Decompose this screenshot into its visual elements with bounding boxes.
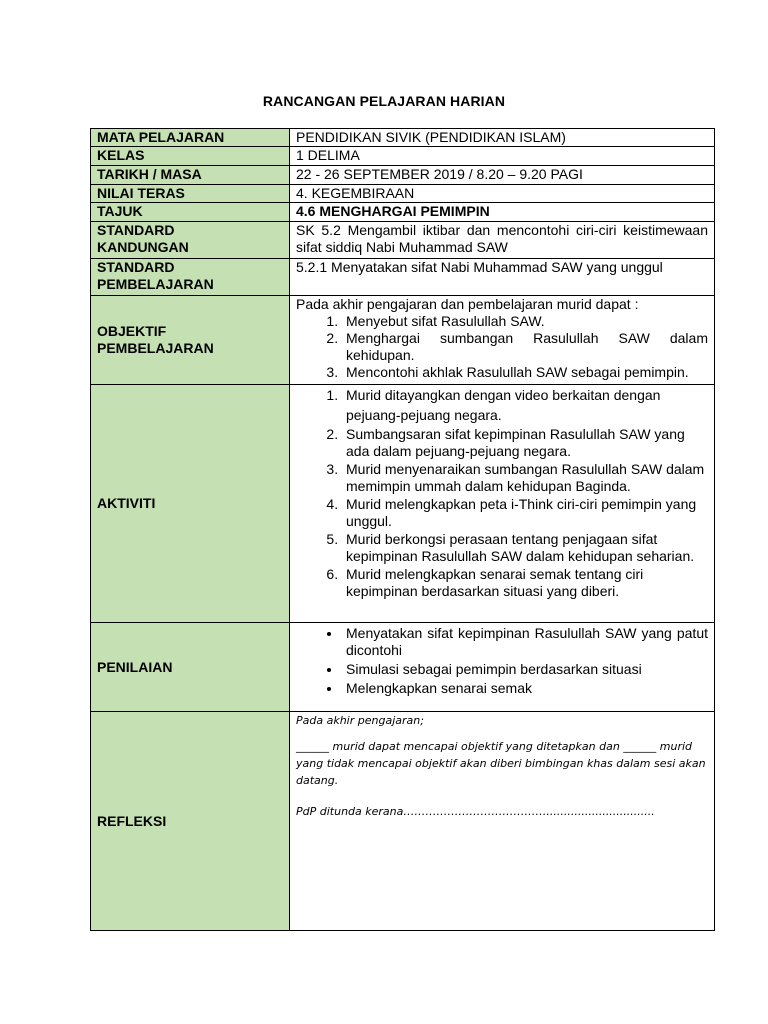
value-tarikh: 22 - 26 SEPTEMBER 2019 / 8.20 – 9.20 PAGI (290, 166, 715, 185)
objektif-list (296, 313, 708, 381)
list-item: 5. Murid berkongsi perasaan tentang penjagaan sifat kepimpinan Rasulullah SAW dalam kehidupan seharian. (342, 531, 708, 565)
label-standard-pembelajaran (91, 259, 290, 296)
aktiviti-list (296, 385, 708, 600)
label-objektif (91, 296, 290, 385)
label-standard-kandungan-line2: KANDUNGAN (97, 239, 189, 255)
value-aktiviti (290, 385, 715, 623)
value-standard-pembelajaran: 5.2.1 Menyatakan sifat Nabi Muhammad SAW yang unggul (290, 259, 715, 296)
row-nilai (91, 185, 715, 203)
value-objektif (290, 296, 715, 385)
list-item: 4. Murid melengkapkan peta i-Think ciri-ciri pemimpin yang unggul. (342, 496, 708, 530)
label-nilai: NILAI TERAS (91, 185, 290, 203)
row-objektif (91, 296, 715, 385)
value-penilaian (290, 623, 715, 712)
label-tajuk: TAJUK (91, 203, 290, 222)
list-item: 2. Sumbangsaran sifat kepimpinan Rasulullah SAW yang ada dalam pejuang-pejuang negara. (342, 426, 708, 460)
label-mata-pelajaran: MATA PELAJARAN (91, 129, 290, 147)
value-tajuk: 4.6 MENGHARGAI PEMIMPIN (290, 203, 715, 222)
refleksi-line-3: PdP ditunda kerana…………………………………............................... (296, 805, 655, 818)
label-aktiviti: AKTIVITI (91, 385, 290, 623)
value-kelas: 1 DELIMA (290, 147, 715, 166)
row-kelas (91, 147, 715, 166)
label-objektif-line1: OBJEKTIF (97, 323, 167, 339)
list-item: 3. Murid menyenaraikan sumbangan Rasulullah SAW dalam memimpin ummah dalam kehidupan Baginda. (342, 461, 708, 495)
value-standard-kandungan: SK 5.2 Mengambil iktibar dan mencontohi ciri-ciri keistimewaan sifat siddiq Nabi Muhammad SAW (290, 222, 715, 259)
label-standard-kandungan-line1: STANDARD (97, 222, 175, 238)
list-item: 1. Menyebut sifat Rasulullah SAW. (342, 313, 708, 330)
label-standard-pembelajaran-line2: PEMBELAJARAN (97, 276, 214, 292)
penilaian-list (296, 625, 708, 697)
list-item: 2. Menghargai sumbangan Rasulullah SAW dalam kehidupan. (342, 330, 708, 364)
lesson-plan-table (90, 128, 715, 931)
row-refleksi (91, 712, 715, 931)
label-tarikh: TARIKH / MASA (91, 166, 290, 185)
list-item: 6. Murid melengkapkan senarai semak tentang ciri kepimpinan berdasarkan situasi yang diberi. (342, 566, 708, 600)
label-objektif-line2: PEMBELAJARAN (97, 340, 214, 356)
row-standard-pembelajaran (91, 259, 715, 296)
row-aktiviti (91, 385, 715, 623)
row-tarikh (91, 166, 715, 185)
value-refleksi (290, 712, 715, 931)
row-tajuk (91, 203, 715, 222)
row-standard-kandungan (91, 222, 715, 259)
row-penilaian (91, 623, 715, 712)
refleksi-line-2: ______ murid dapat mencapai objektif yang ditetapkan dan ______ murid yang tidak mencapai objektif akan diberi bimbingan khas dalam sesi akan datang. (296, 740, 706, 787)
value-nilai: 4. KEGEMBIRAAN (290, 185, 715, 203)
list-item: 1. Murid ditayangkan dengan video berkaitan dengan pejuang-pejuang negara. (342, 385, 708, 425)
list-item: • Melengkapkan senarai semak (342, 680, 708, 697)
label-standard-pembelajaran-line1: STANDARD (97, 259, 175, 275)
list-item: 3. Mencontohi akhlak Rasulullah SAW sebagai pemimpin. (342, 364, 708, 381)
list-item: • Menyatakan sifat kepimpinan Rasulullah SAW yang patut dicontohi (342, 625, 708, 659)
objektif-intro: Pada akhir pengajaran dan pembelajaran murid dapat : (296, 296, 639, 312)
row-mata-pelajaran (91, 129, 715, 147)
label-kelas: KELAS (91, 147, 290, 166)
refleksi-line-1: Pada akhir pengajaran; (296, 714, 424, 727)
page-title: RANCANGAN PELAJARAN HARIAN (262, 93, 506, 109)
list-item: • Simulasi sebagai pemimpin berdasarkan situasi (342, 661, 708, 678)
value-mata-pelajaran: PENDIDIKAN SIVIK (PENDIDIKAN ISLAM) (290, 129, 715, 147)
label-penilaian: PENILAIAN (91, 623, 290, 712)
label-refleksi: REFLEKSI (91, 712, 290, 931)
label-standard-kandungan (91, 222, 290, 259)
